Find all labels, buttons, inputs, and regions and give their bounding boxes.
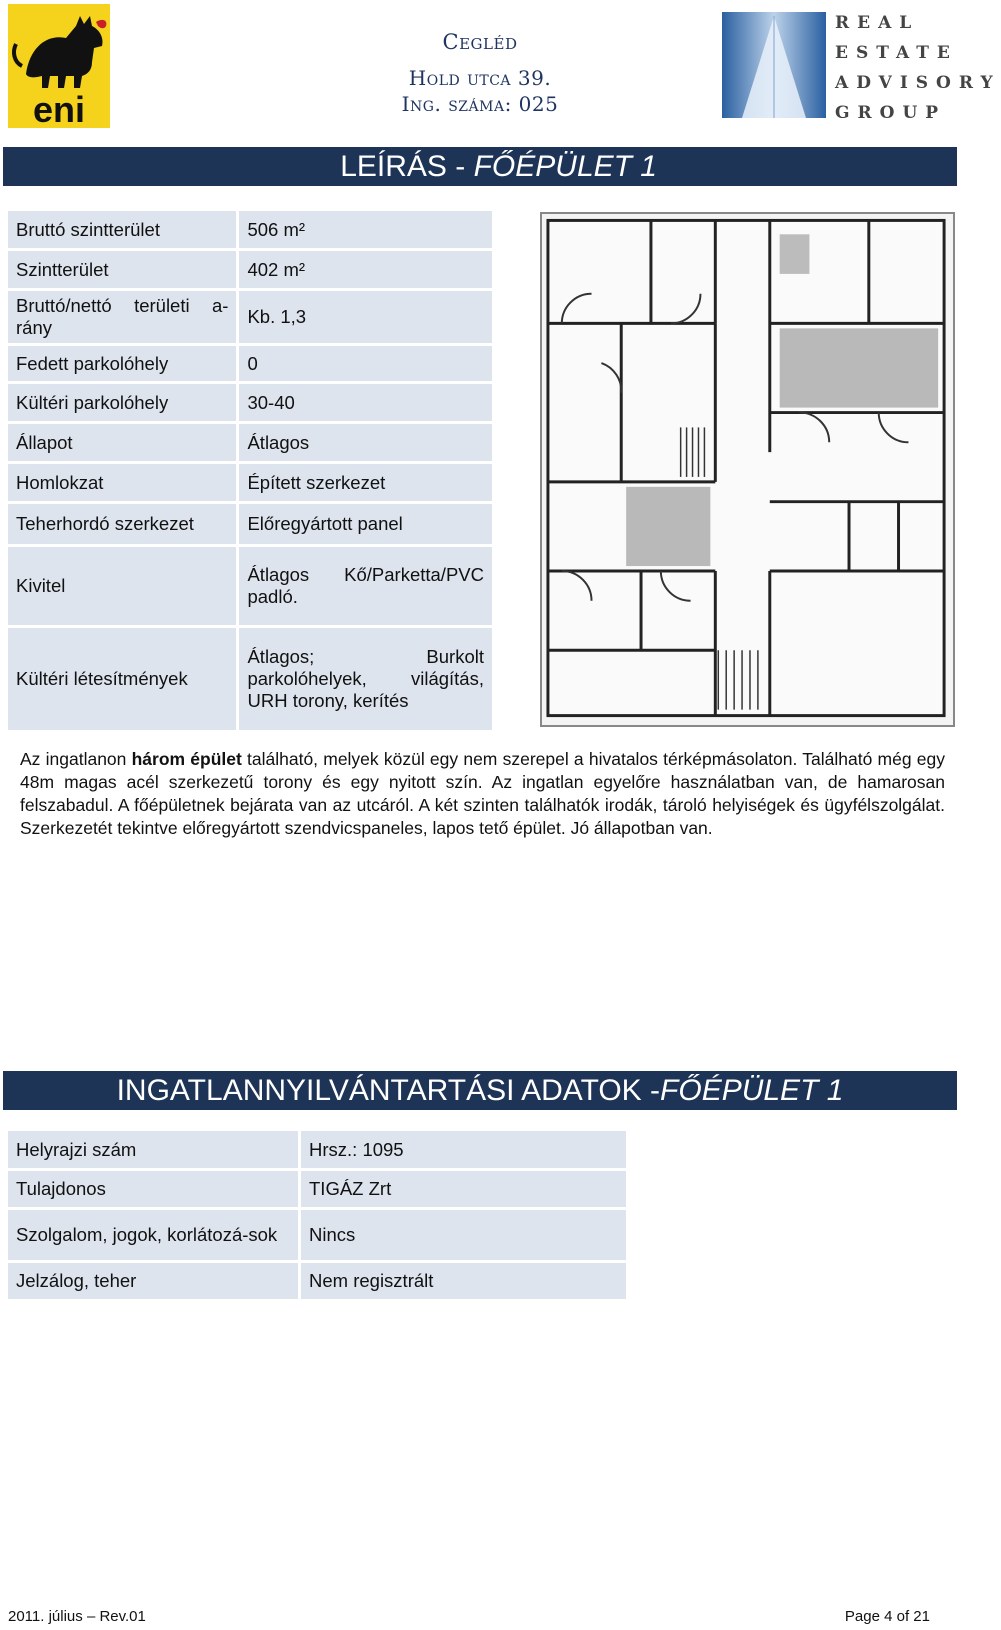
description-post: található, melyek közül egy nem szerepel a hivatalos térképmásolaton. Található még egy 48m magas acél szerkezetű torony és egy nyitott szín. Az ingatlan egyelőre használatban van, de hamarosan felszabadul. A főépületnek bejárata van az utcáról. A két szinten találhatók irodák, tároló helyiségek és ügyfélszolgálat. Szerkezetét tekintve előregyártott szendvicspaneles, lapos tető épület. Jó állapotban van. <box>20 749 945 838</box>
registry-spacer <box>629 1210 952 1260</box>
rea-line-4: GROUP <box>835 103 947 123</box>
property-value: 402 m² <box>239 251 492 288</box>
property-value: 30-40 <box>239 384 492 421</box>
property-value: 506 m² <box>239 211 492 248</box>
description-paragraph <box>20 748 945 840</box>
table-row <box>8 547 492 625</box>
property-label: Bruttó/nettó területi a-rány <box>8 291 236 343</box>
table-row <box>8 291 492 343</box>
section-title-prefix: LEÍRÁS - <box>340 149 466 183</box>
floor-plan-image <box>540 212 955 727</box>
description-pre: Az ingatlanon <box>20 749 132 769</box>
footer-date: 2011. július – Rev.01 <box>8 1608 146 1625</box>
description-bold: három épület <box>131 749 242 769</box>
registry-value: Nincs <box>301 1210 626 1260</box>
section-title-italic: FŐÉPÜLET 1 <box>660 1073 844 1107</box>
registry-label: Helyrajzi szám <box>8 1131 298 1168</box>
property-label: Szintterület <box>8 251 236 288</box>
rea-group-logo-text <box>835 8 1001 128</box>
property-value: Átlagos Kő/Parketta/PVC padló. <box>239 547 492 625</box>
table-row <box>8 1263 952 1299</box>
table-row <box>8 1171 952 1207</box>
registry-spacer <box>629 1263 952 1299</box>
property-label: Kivitel <box>8 547 236 625</box>
rea-line-2: ESTATE <box>835 43 958 63</box>
property-label: Kültéri létesítmények <box>8 628 236 730</box>
eni-logo <box>8 4 110 128</box>
property-label: Kültéri parkolóhely <box>8 384 236 421</box>
section-title-italic: FŐÉPÜLET 1 <box>473 149 657 183</box>
footer-page-number: Page 4 of 21 <box>844 1608 930 1625</box>
page-header <box>0 0 1001 140</box>
registry-label: Tulajdonos <box>8 1171 298 1207</box>
property-value: Átlagos <box>239 424 492 461</box>
property-label: Bruttó szintterület <box>8 211 236 248</box>
table-row <box>8 211 492 248</box>
table-row <box>8 464 492 501</box>
property-value: Épített szerkezet <box>239 464 492 501</box>
registry-value: Nem regisztrált <box>301 1263 626 1299</box>
registry-label: Szolgalom, jogok, korlátozá-sok <box>8 1210 298 1260</box>
table-row <box>8 1131 952 1168</box>
registry-label: Jelzálog, teher <box>8 1263 298 1299</box>
address-street: Hold utca 39. <box>408 66 552 90</box>
rea-line-3: ADVISORY <box>835 73 1001 93</box>
registry-spacer <box>629 1131 952 1168</box>
property-table <box>5 208 495 733</box>
table-row <box>8 628 492 730</box>
registry-spacer <box>629 1171 952 1207</box>
section-title-prefix: INGATLANNYILVÁNTARTÁSI ADATOK - <box>116 1073 661 1107</box>
registry-value: Hrsz.: 1095 <box>301 1131 626 1168</box>
address-city: Cegléd <box>442 30 518 54</box>
property-label: Állapot <box>8 424 236 461</box>
property-label: Teherhordó szerkezet <box>8 504 236 544</box>
section-title-registry <box>3 1071 957 1110</box>
property-value: Kb. 1,3 <box>239 291 492 343</box>
property-label: Fedett parkolóhely <box>8 346 236 381</box>
table-row <box>8 504 492 544</box>
rea-line-1: REAL <box>835 13 920 33</box>
registry-table <box>5 1128 955 1302</box>
address-block <box>330 30 630 116</box>
eni-logo-text: eni <box>32 89 86 130</box>
table-row <box>8 1210 952 1260</box>
registry-value: TIGÁZ Zrt <box>301 1171 626 1207</box>
property-value: Előregyártott panel <box>239 504 492 544</box>
table-row <box>8 424 492 461</box>
property-label: Homlokzat <box>8 464 236 501</box>
property-value: Átlagos; Burkolt parkolóhelyek, világítás, URH torony, kerítés <box>239 628 492 730</box>
property-value: 0 <box>239 346 492 381</box>
address-ing: Ing. száma: 025 <box>401 92 559 116</box>
table-row <box>8 346 492 381</box>
table-row <box>8 384 492 421</box>
section-title-description <box>3 147 957 186</box>
table-row <box>8 251 492 288</box>
